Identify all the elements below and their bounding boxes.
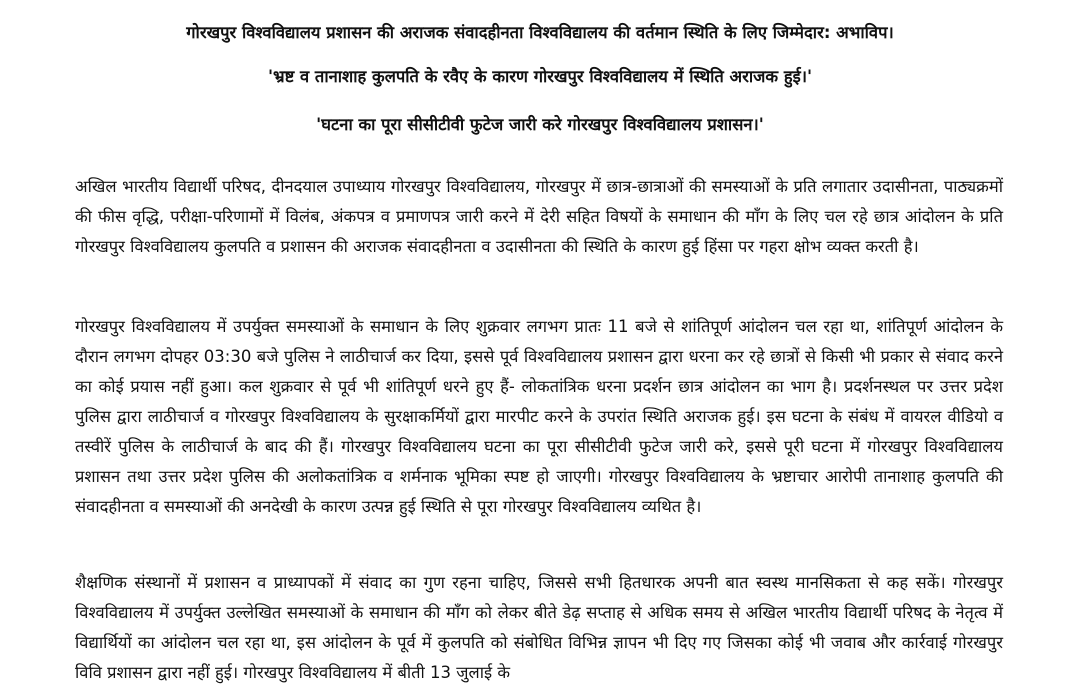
headline-quote-2: 'घटना का पूरा सीसीटीवी फुटेज जारी करे गोरखपुर विश्वविद्यालय प्रशासन।' (316, 115, 764, 134)
paragraph-3: शैक्षणिक संस्थानों में प्रशासन व प्राध्यापकों में संवाद का गुण रहना चाहिए, जिससे सभी हितधारक अपनी बात स्वस्थ मानसिकता से कह सकें। गोरखपुर विश्वविद्यालय में उपर्युक्त उल्लेखित समस्याओं के समाधान की माँग को लेकर बीते डेढ़ सप्ताह से अधिक समय से अखिल भारतीय विद्यार्थी परिषद के नेतृत्व में विद्यार्थियों का आंदोलन चल रहा था, इस आंदोलन के पूर्व में कुलपति को संबोधित विभिन्न ज्ञापन भी दिए गए जिसका कोई भी जवाब और कार्रवाई गोरखपुर विवि प्रशासन द्वारा नहीं हुई। गोरखपुर विश्वविद्यालय में बीती 13 जुलाई के (75, 573, 1003, 682)
headline-main: गोरखपुर विश्वविद्यालय प्रशासन की अराजक संवादहीनता विश्वविद्यालय की वर्तमान स्थिति के लिए जिम्मेदार: अभाविप। (186, 23, 894, 42)
paragraph-1: अखिल भारतीय विद्यार्थी परिषद, दीनदयाल उपाध्याय गोरखपुर विश्वविद्यालय, गोरखपुर में छात्र-छात्राओं की समस्याओं के प्रति लगातार उदासीनता, पाठ्यक्रमों की फीस वृद्धि, परीक्षा-परिणामों में विलंब, अंकपत्र व प्रमाणपत्र जारी करने में देरी सहित विषयों के समाधान की माँग के लिए चल रहे छात्र आंदोलन के प्रति गोरखपुर विश्वविद्यालय कुलपति व प्रशासन की अराजक संवादहीनता व उदासीनता की स्थिति के कारण हुई हिंसा पर गहरा क्षोभ व्यक्त करती है। (75, 177, 1003, 256)
headline-quote-1: 'भ्रष्ट व तानाशाह कुलपति के रवैए के कारण गोरखपुर विश्वविद्यालय में स्थिति अराजक हुई।' (267, 67, 813, 86)
paragraph-2: गोरखपुर विश्वविद्यालय में उपर्युक्त समस्याओं के समाधान के लिए शुक्रवार लगभग प्रातः 11 बजे से शांतिपूर्ण आंदोलन चल रहा था, शांतिपूर्ण आंदोलन के दौरान लगभग दोपहर 03:30 बजे पुलिस ने लाठीचार्ज कर दिया, इससे पूर्व विश्वविद्यालय प्रशासन द्वारा धरना कर रहे छात्रों से किसी भी प्रकार से संवाद करने का कोई प्रयास नहीं हुआ। कल शुक्रवार से पूर्व भी शांतिपूर्ण धरने हुए हैं- लोकतांत्रिक धरना प्रदर्शन छात्र आंदोलन का भाग है। प्रदर्शनस्थल पर उत्तर प्रदेश पुलिस द्वारा लाठीचार्ज व गोरखपुर विश्वविद्यालय के सुरक्षाकर्मियों द्वारा मारपीट करने के उपरांत स्थिति अराजक हुई। इस घटना के संबंध में वायरल वीडियो व तस्वीरें पुलिस के लाठीचार्ज के बाद की हैं। गोरखपुर विश्वविद्यालय घटना का पूरा सीसीटीवी फुटेज जारी करे, इससे पूरी घटना में गोरखपुर विश्वविद्यालय प्रशासन तथा उत्तर प्रदेश पुलिस की अलोकतांत्रिक व शर्मनाक भूमिका स्पष्ट हो जाएगी। गोरखपुर विश्वविद्यालय के भ्रष्टाचार आरोपी तानाशाह कुलपति की संवादहीनता व समस्याओं की अनदेखी के कारण उत्पन्न हुई स्थिति से पूरा गोरखपुर विश्वविद्यालय व्यथित है। (75, 317, 1003, 516)
